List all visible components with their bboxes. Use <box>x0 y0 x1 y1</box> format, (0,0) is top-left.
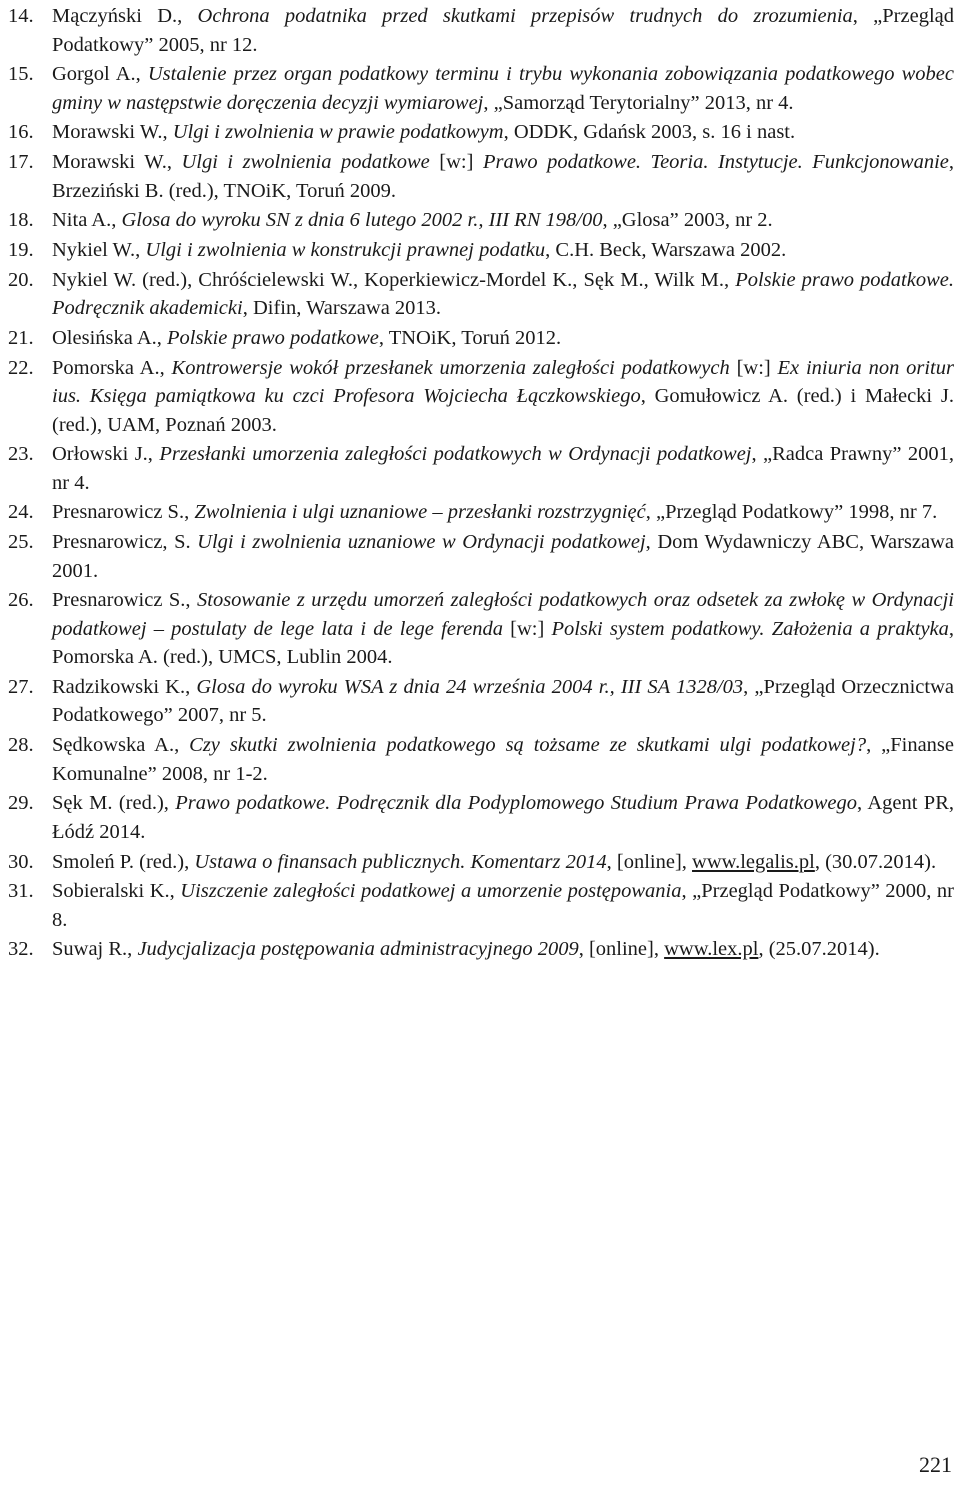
reference-title: Ustawa o finansach publicznych. Komentarz 2014 <box>194 850 607 873</box>
reference-number: 14. <box>8 5 34 27</box>
reference-text: , ODDK, Gdańsk 2003, s. 16 i nast. <box>503 121 796 144</box>
reference-title: Ulgi i zwolnienia w konstrukcji prawnej podatku <box>145 238 546 261</box>
reference-title: Ex iniuria non oritur ius. Księga pamiątkowa ku czci Profesora Wojciecha Łączkowskiego <box>52 356 954 407</box>
reference-item <box>0 148 954 205</box>
reference-item <box>0 731 954 788</box>
reference-text: Olesińska A., <box>52 326 168 349</box>
reference-number: 20. <box>8 268 34 291</box>
reference-text: Sobieralski K., <box>52 880 181 903</box>
reference-title: Glosa do wyroku SN z dnia 6 lutego 2002 r., III RN 198/00 <box>121 209 603 232</box>
reference-title: Polski system podatkowy. Założenia a praktyka <box>551 617 949 640</box>
reference-number: 25. <box>8 531 34 554</box>
reference-text: Presnarowicz S., <box>52 501 195 524</box>
reference-text: [w:] <box>729 356 778 379</box>
reference-title: Prawo podatkowe. Podręcznik dla Podyplomowego Studium Prawa Podatkowego <box>175 792 857 815</box>
reference-text: Sęk M. (red.), <box>52 792 176 815</box>
reference-number: 23. <box>8 443 34 466</box>
reference-title: Ustalenie przez organ podatkowy terminu i trybu wykonania zobowiązania podatkowego wobec gminy w następstwie doręczenia decyzji wymiarowej <box>52 63 954 114</box>
reference-title: Ulgi i zwolnienia w prawie podatkowym <box>172 121 504 144</box>
reference-text: , „Przegląd Podatkowy” 2005, nr 12. <box>52 5 954 56</box>
reference-item <box>0 354 954 440</box>
reference-number: 32. <box>8 938 34 961</box>
reference-number: 28. <box>8 734 34 757</box>
reference-text: Smoleń P. (red.), <box>52 850 195 873</box>
reference-text: Nita A., <box>52 209 122 232</box>
reference-item <box>0 324 954 353</box>
reference-item <box>0 206 954 235</box>
reference-number: 22. <box>8 356 34 379</box>
reference-text: , TNOiK, Toruń 2012. <box>378 326 562 349</box>
reference-text: , C.H. Beck, Warszawa 2002. <box>545 238 787 261</box>
reference-text: , Agent PR, Łódź 2014. <box>52 792 954 843</box>
reference-item <box>0 236 954 265</box>
reference-title: Ulgi i zwolnienia podatkowe <box>181 151 430 174</box>
reference-title: Stosowanie z urzędu umorzeń zaległości podatkowych oraz odsetek za zwłokę w Ordynacji podatkowej – postulaty de lege lata i de lege ferenda <box>52 589 954 640</box>
reference-number: 24. <box>8 501 34 524</box>
reference-item <box>0 935 954 964</box>
reference-number: 19. <box>8 238 34 261</box>
reference-item <box>0 118 954 147</box>
reference-text: , „Przegląd Podatkowy” 1998, nr 7. <box>645 501 938 524</box>
reference-number: 21. <box>8 326 34 349</box>
reference-text: Morawski W., <box>52 151 182 174</box>
reference-text: , „Radca Prawny” 2001, nr 4. <box>52 443 954 494</box>
reference-number: 30. <box>8 850 34 873</box>
reference-text: , „Przegląd Podatkowy” 2000, nr 8. <box>52 880 954 931</box>
bibliography-list <box>0 2 954 965</box>
reference-text: Nykiel W., <box>52 238 146 261</box>
reference-text: Pomorska A., <box>52 356 172 379</box>
reference-title: Ochrona podatnika przed skutkami przepisów trudnych do zrozumienia <box>197 5 853 27</box>
reference-text: , Brzeziński B. (red.), TNOiK, Toruń 2009. <box>52 151 955 202</box>
reference-text: [w:] <box>429 151 483 174</box>
reference-text: , [online], <box>606 850 693 873</box>
reference-number: 18. <box>8 209 34 232</box>
reference-item <box>0 877 954 934</box>
reference-text: Mączyński D., <box>52 5 198 27</box>
reference-text: Nykiel W. (red.), Chróścielewski W., Koperkiewicz-Mordel K., Sęk M., Wilk M., <box>52 268 736 291</box>
reference-text: Sędkowska A., <box>52 734 190 757</box>
reference-title: Ulgi i zwolnienia uznaniowe w Ordynacji podatkowej <box>197 531 646 554</box>
reference-text: Radzikowski K., <box>52 675 197 698</box>
reference-text: , „Samorząd Terytorialny” 2013, nr 4. <box>483 91 794 114</box>
reference-item <box>0 498 954 527</box>
reference-text: [w:] <box>502 617 552 640</box>
reference-text: , Pomorska A. (red.), UMCS, Lublin 2004. <box>52 617 955 669</box>
reference-link[interactable]: www.legalis.pl <box>692 850 815 873</box>
reference-number: 16. <box>8 121 34 144</box>
reference-text: , Gomułowicz A. (red.) i Małecki J. (red.), UAM, Poznań 2003. <box>52 385 954 436</box>
reference-title: Czy skutki zwolnienia podatkowego są tożsame ze skutkami ulgi podatkowej? <box>189 734 867 757</box>
reference-text: Orłowski J., <box>52 443 160 466</box>
reference-item <box>0 2 954 59</box>
reference-item <box>0 528 954 585</box>
reference-title: Judycjalizacja postępowania administracyjnego 2009 <box>137 938 579 961</box>
reference-item <box>0 673 954 730</box>
reference-title: Polskie prawo podatkowe <box>167 326 379 349</box>
reference-text: , „Finanse Komunalne” 2008, nr 1-2. <box>52 734 954 785</box>
reference-title: Polskie prawo podatkowe. Podręcznik akademicki <box>52 268 955 320</box>
reference-text: Presnarowicz, S. <box>52 531 198 554</box>
reference-text: , „Glosa” 2003, nr 2. <box>602 209 773 232</box>
reference-text: , „Przegląd Orzecznictwa Podatkowego” 2007, nr 5. <box>52 675 954 727</box>
reference-item <box>0 789 954 846</box>
reference-text: Presnarowicz S., <box>52 589 197 612</box>
reference-title: Kontrowersje wokół przesłanek umorzenia zaległości podatkowych <box>171 356 730 379</box>
reference-text: Gorgol A., <box>52 63 148 86</box>
reference-link[interactable]: www.lex.pl <box>664 938 759 961</box>
reference-item <box>0 440 954 497</box>
reference-number: 15. <box>8 63 34 86</box>
reference-text: Morawski W., <box>52 121 173 144</box>
reference-item <box>0 848 954 877</box>
reference-text: Suwaj R., <box>52 938 138 961</box>
reference-title: Zwolnienia i ulgi uznaniowe – przesłanki rozstrzygnięć <box>194 501 646 524</box>
reference-text: , [online], <box>578 938 665 961</box>
page-number: 221 <box>919 1452 952 1477</box>
reference-title: Glosa do wyroku WSA z dnia 24 września 2004 r., III SA 1328/03 <box>196 675 744 698</box>
reference-number: 27. <box>8 675 34 698</box>
reference-item <box>0 60 954 117</box>
reference-number: 29. <box>8 792 34 815</box>
reference-title: Przesłanki umorzenia zaległości podatkowych w Ordynacji podatkowej <box>159 443 752 466</box>
reference-text: , (25.07.2014). <box>758 938 880 961</box>
reference-number: 17. <box>8 151 34 174</box>
reference-text: , (30.07.2014). <box>814 850 937 873</box>
reference-text: , Difin, Warszawa 2013. <box>242 297 442 320</box>
reference-number: 26. <box>8 589 34 612</box>
reference-item <box>0 586 954 672</box>
reference-item <box>0 266 954 323</box>
reference-number: 31. <box>8 880 34 903</box>
reference-title: Uiszczenie zaległości podatkowej a umorzenie postępowania <box>180 880 682 903</box>
reference-text: , Dom Wydawniczy ABC, Warszawa 2001. <box>52 531 954 582</box>
reference-title: Prawo podatkowe. Teoria. Instytucje. Funkcjonowanie <box>482 151 949 174</box>
